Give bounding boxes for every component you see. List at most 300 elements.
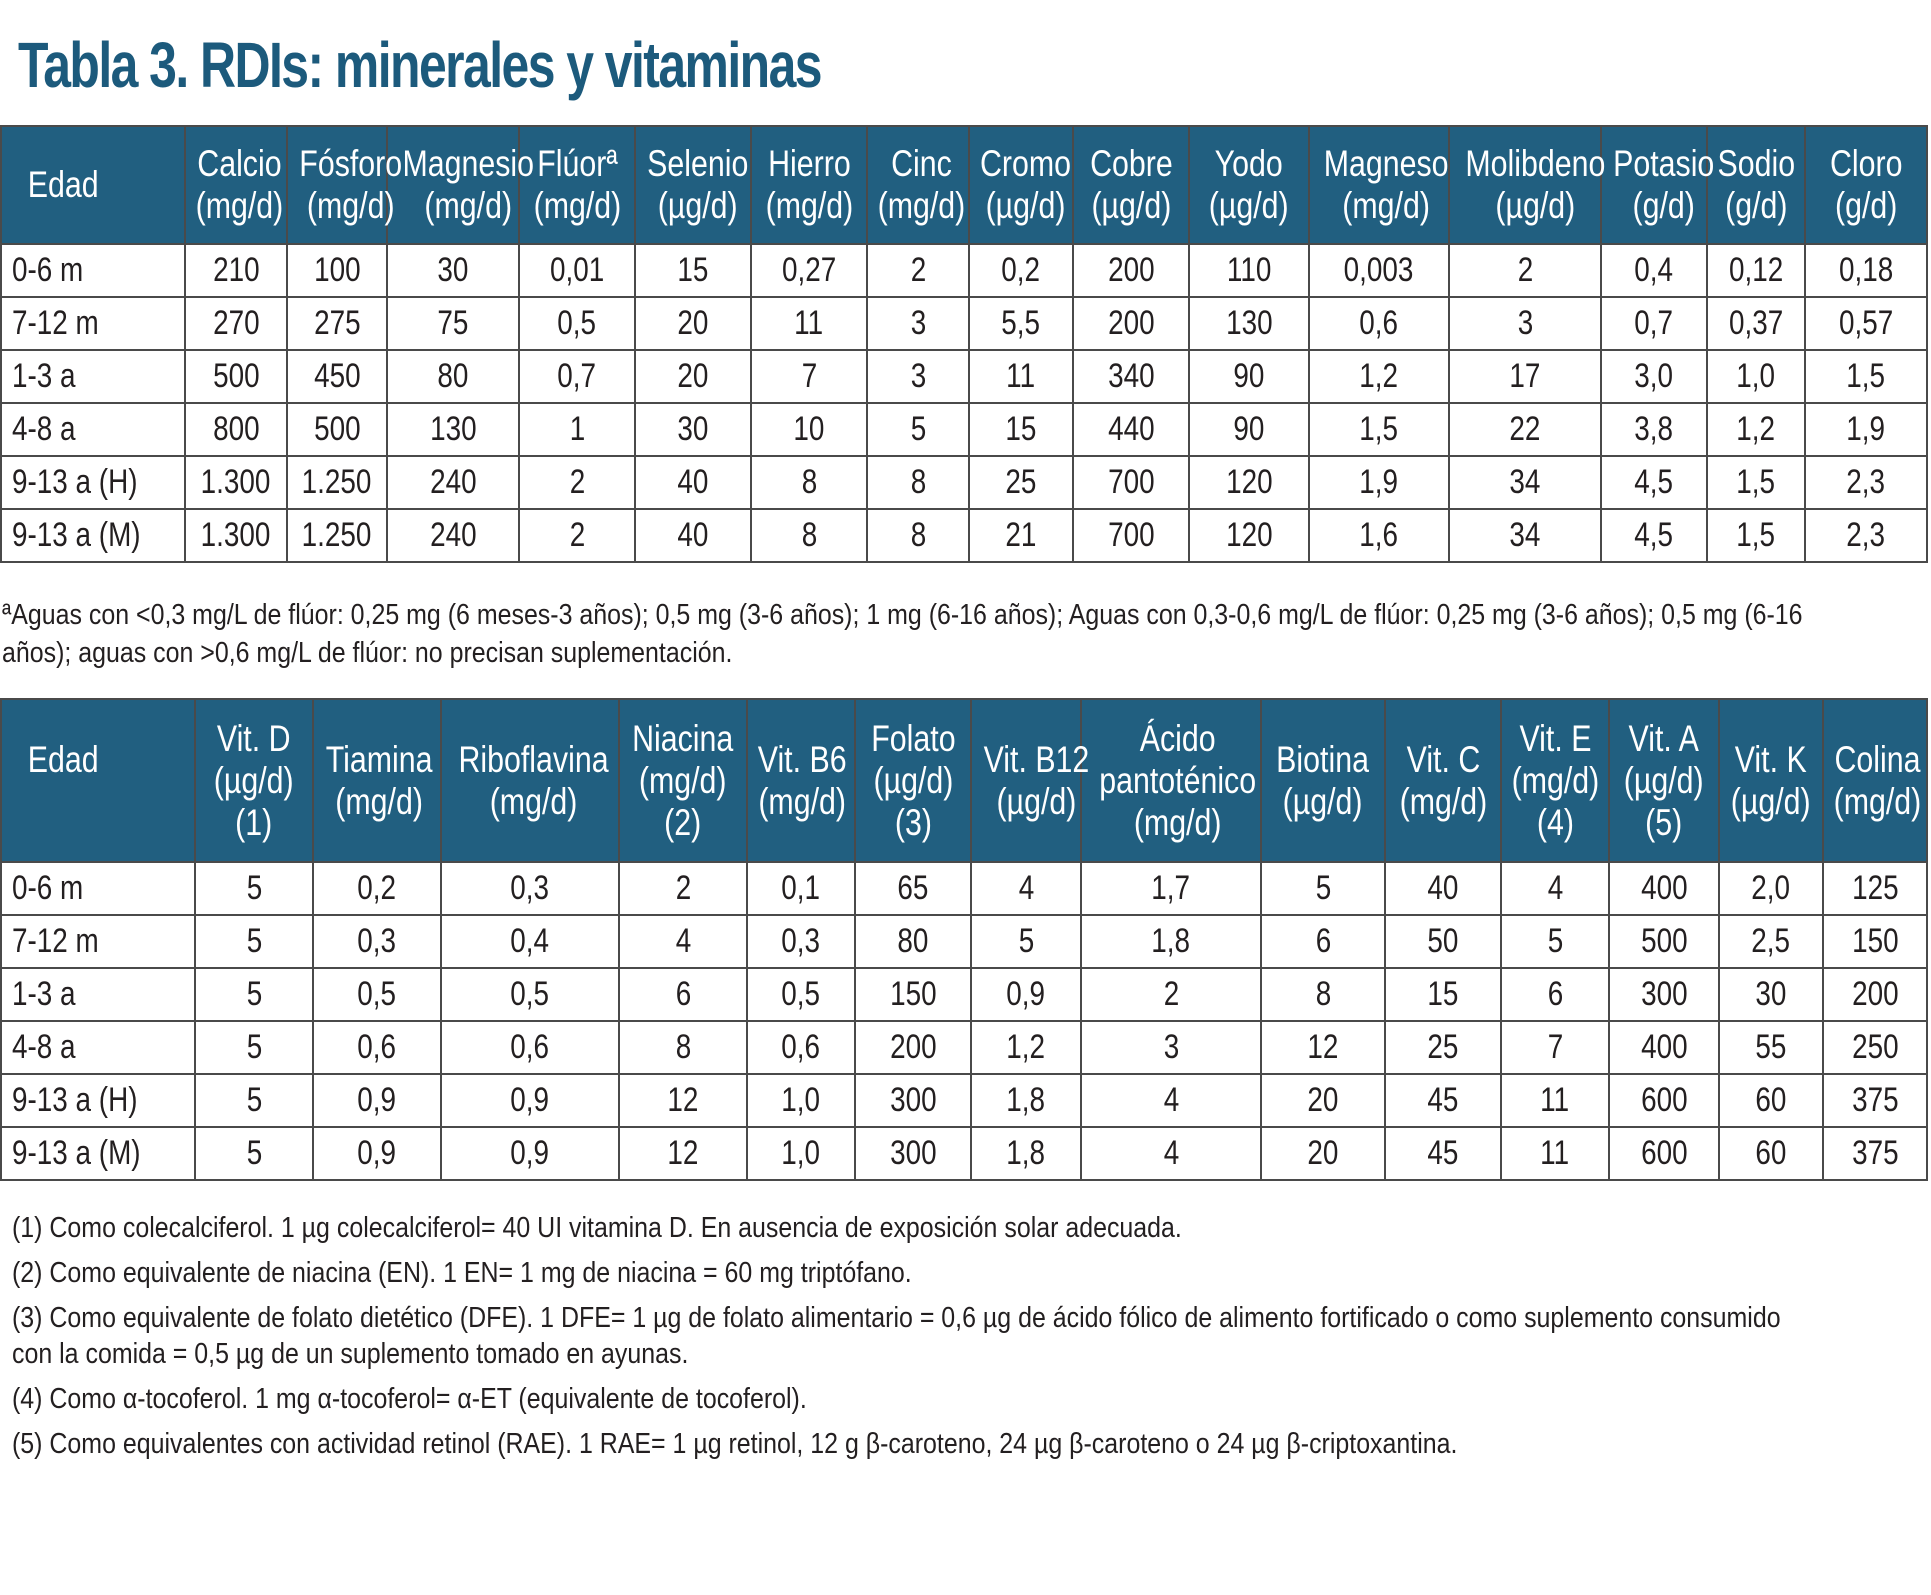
vitamins-cell-5-5: 1,0 bbox=[747, 1127, 855, 1180]
vitamins-header-4-line-1: (mg/d) bbox=[639, 759, 727, 801]
minerals-header-1-line-0: Calcio bbox=[197, 143, 282, 184]
vitamins-cell-4-6: 300 bbox=[855, 1074, 971, 1127]
vitamins-cell-2-14: 200 bbox=[1823, 968, 1927, 1021]
vitamins-cell-0-12: 400 bbox=[1609, 862, 1719, 915]
vitamins-header-row bbox=[1, 699, 1927, 862]
minerals-cell-5-5: 40 bbox=[635, 509, 751, 562]
minerals-row bbox=[1, 403, 1927, 456]
minerals-cell-4-0: 9-13 a (H) bbox=[1, 456, 185, 509]
vitamins-cell-5-7: 1,8 bbox=[971, 1127, 1081, 1180]
vitamins-row bbox=[1, 968, 1927, 1021]
vitamins-cell-2-6: 150 bbox=[855, 968, 971, 1021]
minerals-cell-1-13: 0,7 bbox=[1601, 297, 1707, 350]
minerals-cell-2-6: 7 bbox=[751, 350, 867, 403]
vitamins-cell-0-10: 40 bbox=[1385, 862, 1501, 915]
vitamins-cell-5-12: 600 bbox=[1609, 1127, 1719, 1180]
vitamins-cell-1-5: 0,3 bbox=[747, 915, 855, 968]
minerals-cell-5-3: 240 bbox=[387, 509, 519, 562]
vitamins-header-6 bbox=[855, 699, 971, 862]
vitamins-header-9-line-0: Biotina bbox=[1276, 738, 1370, 780]
minerals-cell-4-3: 240 bbox=[387, 456, 519, 509]
vitamins-row bbox=[1, 915, 1927, 968]
vitamins-cell-0-9: 5 bbox=[1261, 862, 1385, 915]
vitamins-header-11-line-1: (mg/d) bbox=[1511, 759, 1600, 801]
minerals-cell-5-13: 4,5 bbox=[1601, 509, 1707, 562]
vitamins-cell-2-12: 300 bbox=[1609, 968, 1719, 1021]
minerals-header-3-line-0: Magnesio bbox=[402, 143, 534, 184]
minerals-header-1 bbox=[185, 126, 287, 244]
minerals-header-11-line-1: (mg/d) bbox=[1342, 185, 1430, 226]
vitamins-cell-1-13: 2,5 bbox=[1719, 915, 1823, 968]
vitamins-cell-1-2: 0,3 bbox=[313, 915, 441, 968]
vitamins-header-13 bbox=[1719, 699, 1823, 862]
vitamins-cell-2-9: 8 bbox=[1261, 968, 1385, 1021]
minerals-header-8 bbox=[969, 126, 1073, 244]
minerals-cell-3-14: 1,2 bbox=[1707, 403, 1805, 456]
vitamins-header-4 bbox=[619, 699, 747, 862]
vitamins-cell-2-10: 15 bbox=[1385, 968, 1501, 1021]
minerals-cell-3-8: 15 bbox=[969, 403, 1073, 456]
vitamins-body bbox=[1, 862, 1927, 1180]
vitamins-header-10-line-0: Vit. C bbox=[1406, 738, 1480, 780]
vitamins-cell-1-3: 0,4 bbox=[441, 915, 619, 968]
minerals-cell-3-10: 90 bbox=[1189, 403, 1309, 456]
vitamins-header-12 bbox=[1609, 699, 1719, 862]
vitamins-header-5-line-0: Vit. B6 bbox=[757, 738, 847, 780]
vitamins-cell-5-11: 11 bbox=[1501, 1127, 1609, 1180]
minerals-cell-4-11: 1,9 bbox=[1309, 456, 1449, 509]
minerals-cell-1-4: 0,5 bbox=[519, 297, 635, 350]
vitamins-cell-3-10: 25 bbox=[1385, 1021, 1501, 1074]
vitamins-header-7-line-1: (µg/d) bbox=[996, 780, 1077, 822]
minerals-header-0 bbox=[1, 126, 185, 244]
minerals-header-2 bbox=[287, 126, 403, 244]
vitamins-cell-5-6: 300 bbox=[855, 1127, 971, 1180]
vitamins-cell-5-8: 4 bbox=[1081, 1127, 1261, 1180]
vitamins-row bbox=[1, 1074, 1927, 1127]
minerals-footnote-line-2: años); aguas con >0,6 mg/L de flúor: no precisan suplementación. bbox=[2, 637, 733, 669]
vitamins-cell-5-13: 60 bbox=[1719, 1127, 1823, 1180]
minerals-cell-5-9: 700 bbox=[1073, 509, 1189, 562]
minerals-cell-4-10: 120 bbox=[1189, 456, 1309, 509]
minerals-cell-2-11: 1,2 bbox=[1309, 350, 1449, 403]
minerals-cell-3-7: 5 bbox=[867, 403, 969, 456]
minerals-cell-0-8: 0,2 bbox=[969, 244, 1073, 297]
minerals-cell-1-3: 75 bbox=[387, 297, 519, 350]
vitamins-header-3-line-1: (mg/d) bbox=[489, 780, 578, 822]
minerals-cell-2-8: 11 bbox=[969, 350, 1073, 403]
minerals-header-5-line-0: Selenio bbox=[647, 143, 749, 184]
vitamins-header-0-line-0: Edad bbox=[27, 738, 99, 780]
minerals-cell-2-1: 500 bbox=[185, 350, 287, 403]
minerals-cell-4-6: 8 bbox=[751, 456, 867, 509]
minerals-row bbox=[1, 297, 1927, 350]
minerals-header-15 bbox=[1805, 126, 1927, 244]
vitamins-header-1-line-0: Vit. D bbox=[217, 717, 291, 759]
vitamins-cell-3-9: 12 bbox=[1261, 1021, 1385, 1074]
vitamins-cell-2-0: 1-3 a bbox=[1, 968, 195, 1021]
vitamins-cell-0-3: 0,3 bbox=[441, 862, 619, 915]
vitamins-header-6-line-2: (3) bbox=[894, 801, 932, 843]
vitamins-row bbox=[1, 862, 1927, 915]
vitamins-cell-5-0: 9-13 a (M) bbox=[1, 1127, 195, 1180]
vitamins-cell-4-2: 0,9 bbox=[313, 1074, 441, 1127]
vitamins-cell-5-10: 45 bbox=[1385, 1127, 1501, 1180]
minerals-header-1-line-1: (mg/d) bbox=[195, 185, 284, 226]
minerals-cell-4-8: 25 bbox=[969, 456, 1073, 509]
minerals-header-6 bbox=[751, 126, 867, 244]
vitamins-header-1-line-1: (µg/d) bbox=[214, 759, 294, 801]
vitamins-header-11-line-0: Vit. E bbox=[1519, 717, 1592, 759]
minerals-header-2-line-0: Fósforo bbox=[299, 143, 403, 184]
vitamins-cell-3-6: 200 bbox=[855, 1021, 971, 1074]
minerals-header-4-line-0: Flúorª bbox=[536, 143, 618, 184]
minerals-cell-2-12: 17 bbox=[1449, 350, 1601, 403]
minerals-cell-1-12: 3 bbox=[1449, 297, 1601, 350]
minerals-header-0-line-0: Edad bbox=[27, 164, 99, 205]
minerals-cell-1-5: 20 bbox=[635, 297, 751, 350]
note-3: con la comida = 0,5 µg de un suplemento tomado en ayunas. bbox=[12, 1338, 689, 1370]
vitamins-cell-5-14: 375 bbox=[1823, 1127, 1927, 1180]
vitamins-header-7 bbox=[971, 699, 1090, 862]
vitamins-cell-1-10: 50 bbox=[1385, 915, 1501, 968]
vitamins-cell-3-3: 0,6 bbox=[441, 1021, 619, 1074]
vitamins-header-3 bbox=[441, 699, 619, 862]
minerals-cell-1-11: 0,6 bbox=[1309, 297, 1449, 350]
minerals-cell-1-8: 5,5 bbox=[969, 297, 1073, 350]
minerals-cell-3-9: 440 bbox=[1073, 403, 1189, 456]
note-1: (2) Como equivalente de niacina (EN). 1 EN= 1 mg de niacina = 60 mg triptófano. bbox=[12, 1257, 912, 1289]
vitamins-cell-2-1: 5 bbox=[195, 968, 313, 1021]
minerals-header-3-line-1: (mg/d) bbox=[424, 185, 513, 226]
vitamins-cell-0-8: 1,7 bbox=[1081, 862, 1261, 915]
vitamins-header-9 bbox=[1261, 699, 1385, 862]
vitamins-cell-4-10: 45 bbox=[1385, 1074, 1501, 1127]
minerals-body bbox=[1, 244, 1927, 562]
minerals-header-14-line-0: Sodio bbox=[1717, 143, 1795, 184]
minerals-cell-5-0: 9-13 a (M) bbox=[1, 509, 185, 562]
vitamins-header-10-line-1: (mg/d) bbox=[1399, 780, 1487, 822]
vitamins-row bbox=[1, 1021, 1927, 1074]
minerals-header-9-line-0: Cobre bbox=[1089, 143, 1173, 184]
vitamins-cell-4-13: 60 bbox=[1719, 1074, 1823, 1127]
minerals-cell-2-0: 1-3 a bbox=[1, 350, 185, 403]
minerals-cell-3-3: 130 bbox=[387, 403, 519, 456]
vitamins-header-9-line-1: (µg/d) bbox=[1283, 780, 1363, 822]
vitamins-cell-2-13: 30 bbox=[1719, 968, 1823, 1021]
minerals-cell-0-14: 0,12 bbox=[1707, 244, 1805, 297]
vitamins-cell-0-13: 2,0 bbox=[1719, 862, 1823, 915]
minerals-header-2-line-1: (mg/d) bbox=[306, 185, 395, 226]
minerals-header-11-line-0: Magneso bbox=[1323, 143, 1449, 184]
vitamins-cell-5-1: 5 bbox=[195, 1127, 313, 1180]
vitamins-header-13-line-0: Vit. K bbox=[1735, 738, 1807, 780]
minerals-cell-0-10: 110 bbox=[1189, 244, 1309, 297]
vitamins-header-14 bbox=[1823, 699, 1927, 862]
vitamins-cell-3-12: 400 bbox=[1609, 1021, 1719, 1074]
vitamins-header-2-line-1: (mg/d) bbox=[335, 780, 423, 822]
vitamins-cell-2-8: 2 bbox=[1081, 968, 1261, 1021]
vitamins-header-12-line-2: (5) bbox=[1645, 801, 1683, 843]
vitamins-cell-0-4: 2 bbox=[619, 862, 747, 915]
minerals-header-9-line-1: (µg/d) bbox=[1091, 185, 1171, 226]
note-5: (5) Como equivalentes con actividad retinol (RAE). 1 RAE= 1 µg retinol, 12 g β-caroteno, 24 µg β-caroteno o 24 µg β-criptoxantina. bbox=[12, 1428, 1458, 1460]
minerals-header-12-line-0: Molibdeno bbox=[1465, 143, 1606, 184]
vitamins-cell-3-0: 4-8 a bbox=[1, 1021, 195, 1074]
vitamins-header-14-line-0: Colina bbox=[1834, 738, 1921, 780]
vitamins-cell-3-1: 5 bbox=[195, 1021, 313, 1074]
minerals-cell-0-2: 100 bbox=[287, 244, 387, 297]
minerals-cell-2-3: 80 bbox=[387, 350, 519, 403]
vitamins-cell-1-1: 5 bbox=[195, 915, 313, 968]
minerals-cell-5-4: 2 bbox=[519, 509, 635, 562]
minerals-cell-1-2: 275 bbox=[287, 297, 387, 350]
minerals-header-15-line-1: (g/d) bbox=[1834, 185, 1898, 226]
minerals-cell-3-4: 1 bbox=[519, 403, 635, 456]
vitamins-cell-3-2: 0,6 bbox=[313, 1021, 441, 1074]
minerals-header-5-line-1: (µg/d) bbox=[657, 185, 738, 226]
minerals-cell-1-7: 3 bbox=[867, 297, 969, 350]
minerals-cell-0-7: 2 bbox=[867, 244, 969, 297]
vitamins-cell-4-11: 11 bbox=[1501, 1074, 1609, 1127]
minerals-row bbox=[1, 456, 1927, 509]
minerals-row bbox=[1, 350, 1927, 403]
minerals-cell-4-7: 8 bbox=[867, 456, 969, 509]
vitamins-cell-1-0: 7-12 m bbox=[1, 915, 195, 968]
vitamins-cell-4-14: 375 bbox=[1823, 1074, 1927, 1127]
vitamins-cell-1-6: 80 bbox=[855, 915, 971, 968]
vitamins-header-13-line-1: (µg/d) bbox=[1731, 780, 1811, 822]
minerals-cell-5-15: 2,3 bbox=[1805, 509, 1927, 562]
minerals-header-10-line-1: (µg/d) bbox=[1209, 185, 1289, 226]
minerals-cell-0-9: 200 bbox=[1073, 244, 1189, 297]
vitamins-cell-5-3: 0,9 bbox=[441, 1127, 619, 1180]
minerals-footnote bbox=[2, 596, 1803, 672]
minerals-cell-2-4: 0,7 bbox=[519, 350, 635, 403]
vitamins-header-12-line-1: (µg/d) bbox=[1624, 759, 1704, 801]
minerals-cell-4-1: 1.300 bbox=[185, 456, 287, 509]
minerals-cell-2-7: 3 bbox=[867, 350, 969, 403]
vitamins-header-5-line-1: (mg/d) bbox=[758, 780, 846, 822]
minerals-cell-1-15: 0,57 bbox=[1805, 297, 1927, 350]
note-2: (3) Como equivalente de folato dietético (DFE). 1 DFE= 1 µg de folato alimentario = 0,6 µg de ácido fólico de alimento fortificado o como suplemento consumido bbox=[12, 1302, 1781, 1334]
vitamins-cell-3-5: 0,6 bbox=[747, 1021, 855, 1074]
minerals-cell-5-14: 1,5 bbox=[1707, 509, 1805, 562]
minerals-header-12 bbox=[1449, 126, 1606, 244]
vitamins-cell-4-7: 1,8 bbox=[971, 1074, 1081, 1127]
vitamins-cell-4-1: 5 bbox=[195, 1074, 313, 1127]
minerals-header-7 bbox=[867, 126, 969, 244]
minerals-cell-2-5: 20 bbox=[635, 350, 751, 403]
minerals-cell-3-2: 500 bbox=[287, 403, 387, 456]
minerals-cell-1-10: 130 bbox=[1189, 297, 1309, 350]
minerals-header-10-line-0: Yodo bbox=[1214, 143, 1284, 184]
vitamins-cell-0-5: 0,1 bbox=[747, 862, 855, 915]
vitamins-cell-4-8: 4 bbox=[1081, 1074, 1261, 1127]
vitamins-cell-3-14: 250 bbox=[1823, 1021, 1927, 1074]
vitamins-header-10 bbox=[1385, 699, 1501, 862]
minerals-cell-1-0: 7-12 m bbox=[1, 297, 185, 350]
vitamins-header-0 bbox=[1, 699, 195, 862]
vitamins-header-1-line-2: (1) bbox=[235, 801, 273, 843]
minerals-header-3 bbox=[387, 126, 534, 244]
vitamins-cell-2-11: 6 bbox=[1501, 968, 1609, 1021]
vitamins-cell-1-8: 1,8 bbox=[1081, 915, 1261, 968]
minerals-cell-2-9: 340 bbox=[1073, 350, 1189, 403]
minerals-header-8-line-1: (µg/d) bbox=[985, 185, 1066, 226]
vitamins-cell-4-4: 12 bbox=[619, 1074, 747, 1127]
minerals-cell-2-14: 1,0 bbox=[1707, 350, 1805, 403]
vitamins-header-8-line-0: Ácido bbox=[1139, 717, 1216, 759]
minerals-header-13 bbox=[1601, 126, 1715, 244]
minerals-cell-0-0: 0-6 m bbox=[1, 244, 185, 297]
vitamins-header-6-line-1: (µg/d) bbox=[873, 759, 953, 801]
vitamins-header-6-line-0: Folato bbox=[870, 717, 956, 759]
minerals-cell-5-7: 8 bbox=[867, 509, 969, 562]
vitamins-cell-3-7: 1,2 bbox=[971, 1021, 1081, 1074]
vitamins-cell-3-13: 55 bbox=[1719, 1021, 1823, 1074]
minerals-cell-3-0: 4-8 a bbox=[1, 403, 185, 456]
vitamins-cell-1-9: 6 bbox=[1261, 915, 1385, 968]
minerals-cell-4-2: 1.250 bbox=[287, 456, 387, 509]
minerals-cell-0-5: 15 bbox=[635, 244, 751, 297]
minerals-cell-0-4: 0,01 bbox=[519, 244, 635, 297]
vitamins-header-1 bbox=[195, 699, 313, 862]
vitamins-cell-3-8: 3 bbox=[1081, 1021, 1261, 1074]
vitamins-header-7-line-0: Vit. B12 bbox=[983, 738, 1090, 780]
vitamins-header-8-line-1: pantoténico bbox=[1099, 759, 1257, 801]
minerals-header-6-line-1: (mg/d) bbox=[765, 185, 853, 226]
vitamins-header-14-line-1: (mg/d) bbox=[1833, 780, 1922, 822]
vitamins-cell-2-2: 0,5 bbox=[313, 968, 441, 1021]
vitamins-cell-2-3: 0,5 bbox=[441, 968, 619, 1021]
minerals-cell-5-6: 8 bbox=[751, 509, 867, 562]
minerals-header-14-line-1: (g/d) bbox=[1724, 185, 1788, 226]
vitamins-cell-1-11: 5 bbox=[1501, 915, 1609, 968]
minerals-cell-3-5: 30 bbox=[635, 403, 751, 456]
vitamins-cell-0-2: 0,2 bbox=[313, 862, 441, 915]
note-4: (4) Como α-tocoferol. 1 mg α-tocoferol= α-ET (equivalente de tocoferol). bbox=[12, 1383, 807, 1415]
minerals-cell-0-1: 210 bbox=[185, 244, 287, 297]
minerals-cell-2-10: 90 bbox=[1189, 350, 1309, 403]
vitamins-cell-4-5: 1,0 bbox=[747, 1074, 855, 1127]
vitamins-cell-0-11: 4 bbox=[1501, 862, 1609, 915]
minerals-cell-4-9: 700 bbox=[1073, 456, 1189, 509]
minerals-row bbox=[1, 244, 1927, 297]
minerals-cell-4-12: 34 bbox=[1449, 456, 1601, 509]
vitamin-notes bbox=[12, 1210, 1912, 1471]
minerals-header-8-line-0: Cromo bbox=[979, 143, 1072, 184]
minerals-header-7-line-1: (mg/d) bbox=[877, 185, 966, 226]
minerals-header-15-line-0: Cloro bbox=[1829, 143, 1903, 184]
minerals-cell-5-8: 21 bbox=[969, 509, 1073, 562]
vitamins-cell-2-5: 0,5 bbox=[747, 968, 855, 1021]
page-title: Tabla 3. RDIs: minerales y vitaminas bbox=[18, 29, 822, 101]
minerals-cell-2-13: 3,0 bbox=[1601, 350, 1707, 403]
vitamins-cell-0-6: 65 bbox=[855, 862, 971, 915]
minerals-cell-5-12: 34 bbox=[1449, 509, 1601, 562]
vitamins-cell-1-12: 500 bbox=[1609, 915, 1719, 968]
minerals-header-13-line-1: (g/d) bbox=[1632, 185, 1695, 226]
note-0: (1) Como colecalciferol. 1 µg colecalciferol= 40 UI vitamina D. En ausencia de exposición solar adecuada. bbox=[12, 1212, 1182, 1244]
vitamins-header-12-line-0: Vit. A bbox=[1628, 717, 1700, 759]
vitamins-header-11 bbox=[1501, 699, 1609, 862]
minerals-cell-1-1: 270 bbox=[185, 297, 287, 350]
vitamins-header-3-line-0: Riboflavina bbox=[458, 738, 609, 780]
minerals-header-5 bbox=[635, 126, 751, 244]
minerals-cell-0-11: 0,003 bbox=[1309, 244, 1449, 297]
vitamins-cell-1-4: 4 bbox=[619, 915, 747, 968]
vitamins-cell-5-4: 12 bbox=[619, 1127, 747, 1180]
minerals-header-13-line-0: Potasio bbox=[1613, 143, 1715, 184]
minerals-cell-5-2: 1.250 bbox=[287, 509, 387, 562]
minerals-cell-2-2: 450 bbox=[287, 350, 387, 403]
minerals-header-9 bbox=[1073, 126, 1189, 244]
vitamins-cell-3-4: 8 bbox=[619, 1021, 747, 1074]
minerals-cell-4-13: 4,5 bbox=[1601, 456, 1707, 509]
vitamins-cell-2-4: 6 bbox=[619, 968, 747, 1021]
minerals-footnote-text bbox=[2, 599, 1803, 669]
vitamins-header-4-line-2: (2) bbox=[664, 801, 702, 843]
vitamins-header-11-line-2: (4) bbox=[1536, 801, 1574, 843]
vitamins-cell-5-9: 20 bbox=[1261, 1127, 1385, 1180]
vitamins-table bbox=[0, 698, 1928, 1181]
vitamins-cell-5-2: 0,9 bbox=[313, 1127, 441, 1180]
minerals-cell-5-1: 1.300 bbox=[185, 509, 287, 562]
minerals-header-11 bbox=[1309, 126, 1449, 244]
minerals-cell-0-15: 0,18 bbox=[1805, 244, 1927, 297]
vitamins-cell-0-1: 5 bbox=[195, 862, 313, 915]
minerals-header-10 bbox=[1189, 126, 1309, 244]
minerals-header-7-line-0: Cinc bbox=[891, 143, 952, 184]
minerals-cell-3-12: 22 bbox=[1449, 403, 1601, 456]
minerals-header-6-line-0: Hierro bbox=[767, 143, 851, 184]
minerals-cell-3-13: 3,8 bbox=[1601, 403, 1707, 456]
minerals-cell-5-10: 120 bbox=[1189, 509, 1309, 562]
minerals-cell-4-15: 2,3 bbox=[1805, 456, 1927, 509]
minerals-header-12-line-1: (µg/d) bbox=[1495, 185, 1576, 226]
vitamins-cell-0-14: 125 bbox=[1823, 862, 1927, 915]
minerals-cell-1-9: 200 bbox=[1073, 297, 1189, 350]
minerals-footnote-line-1: ªAguas con <0,3 mg/L de flúor: 0,25 mg (6 meses-3 años); 0,5 mg (3-6 años); 1 mg (6-16 años); Aguas con 0,3-0,6 mg/L de flúor: 0,25 mg (3-6 años); 0,5 mg (6-16 bbox=[2, 599, 1803, 631]
vitamins-cell-3-11: 7 bbox=[1501, 1021, 1609, 1074]
vitamins-header-8 bbox=[1081, 699, 1261, 862]
minerals-cell-0-6: 0,27 bbox=[751, 244, 867, 297]
vitamins-cell-1-14: 150 bbox=[1823, 915, 1927, 968]
vitamins-header-2 bbox=[313, 699, 441, 862]
vitamins-cell-2-7: 0,9 bbox=[971, 968, 1081, 1021]
vitamins-cell-0-7: 4 bbox=[971, 862, 1081, 915]
minerals-cell-4-14: 1,5 bbox=[1707, 456, 1805, 509]
vitamins-header-2-line-0: Tiamina bbox=[325, 738, 433, 780]
minerals-cell-5-11: 1,6 bbox=[1309, 509, 1449, 562]
minerals-header-14 bbox=[1707, 126, 1805, 244]
minerals-cell-4-5: 40 bbox=[635, 456, 751, 509]
minerals-cell-2-15: 1,5 bbox=[1805, 350, 1927, 403]
minerals-cell-3-11: 1,5 bbox=[1309, 403, 1449, 456]
vitamins-cell-4-12: 600 bbox=[1609, 1074, 1719, 1127]
vitamins-row bbox=[1, 1127, 1927, 1180]
minerals-cell-0-3: 30 bbox=[387, 244, 519, 297]
minerals-cell-0-13: 0,4 bbox=[1601, 244, 1707, 297]
vitamins-cell-0-0: 0-6 m bbox=[1, 862, 195, 915]
minerals-header-4 bbox=[519, 126, 635, 244]
minerals-header-row bbox=[1, 126, 1927, 244]
minerals-header-4-line-1: (mg/d) bbox=[533, 185, 621, 226]
minerals-cell-1-14: 0,37 bbox=[1707, 297, 1805, 350]
vitamins-header-4-line-0: Niacina bbox=[632, 717, 734, 759]
minerals-cell-3-6: 10 bbox=[751, 403, 867, 456]
